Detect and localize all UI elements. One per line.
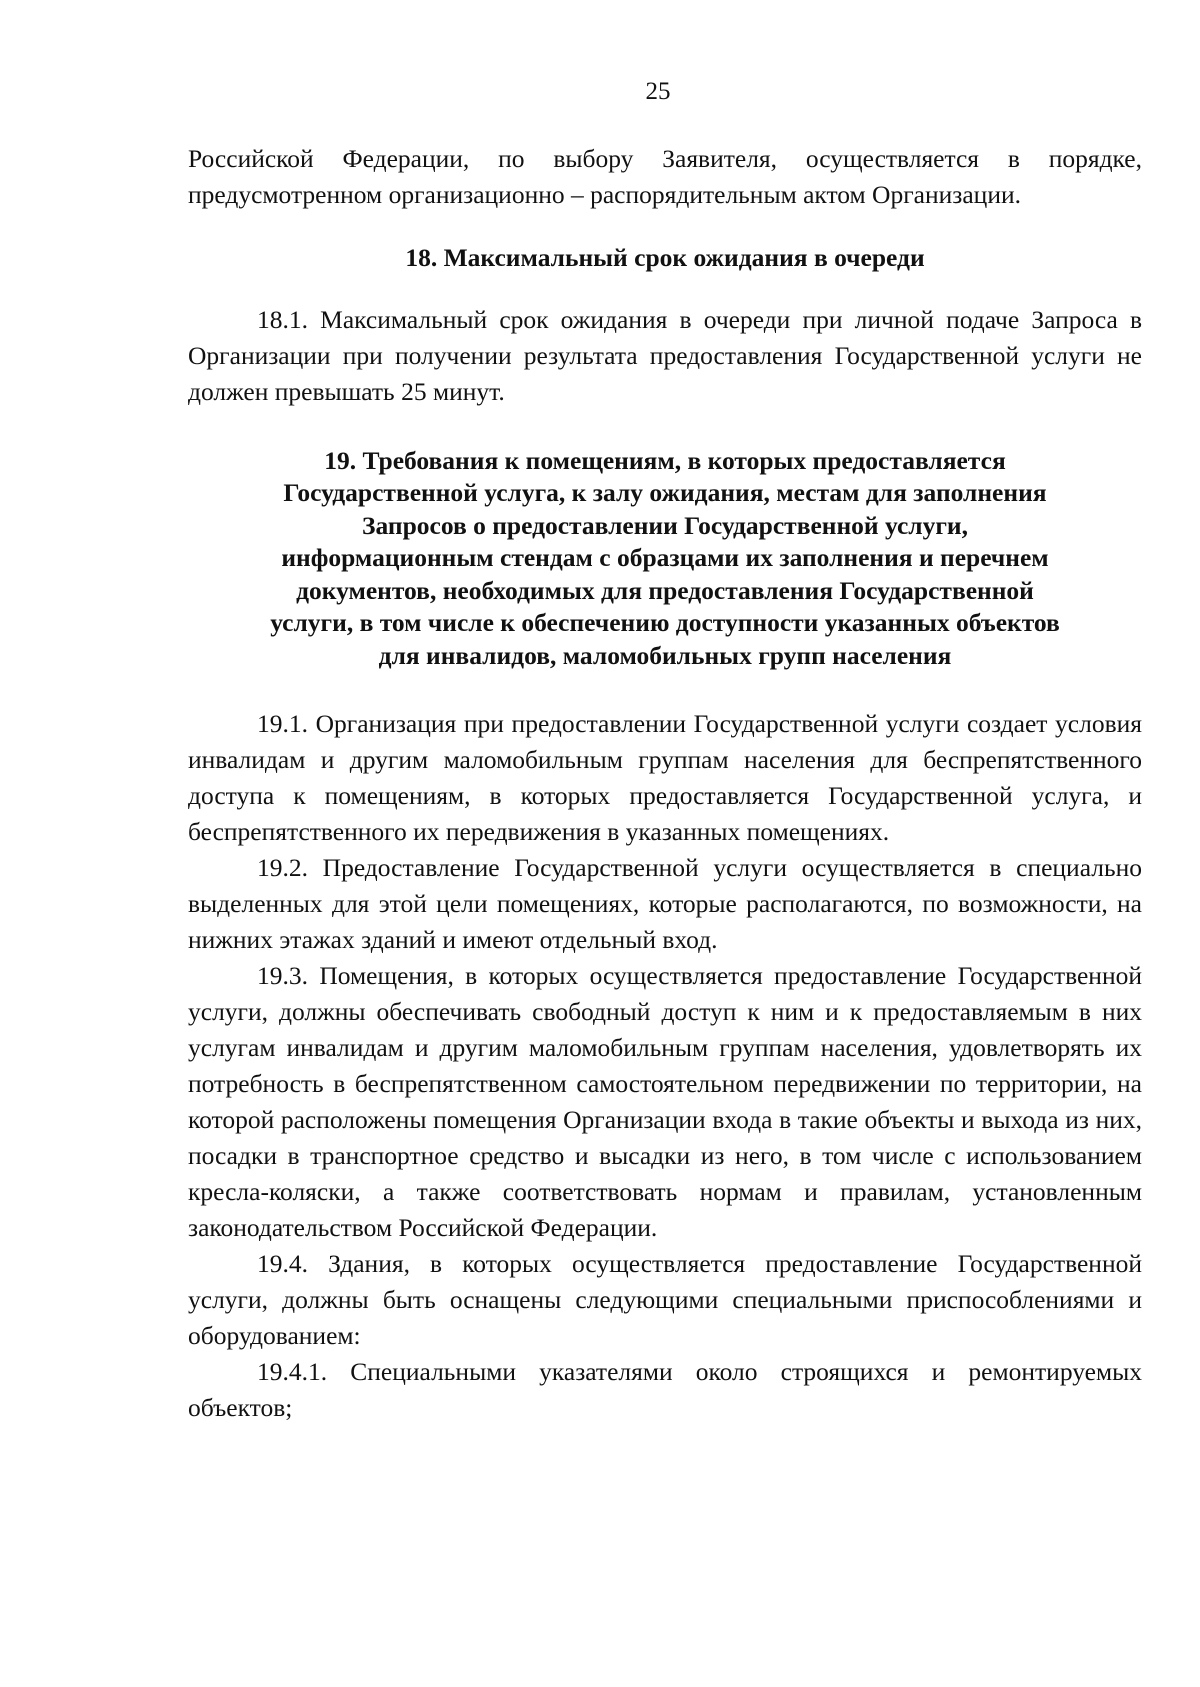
- heading-line: для инвалидов, маломобильных групп населения: [378, 640, 952, 670]
- paragraph-19-1: 19.1. Организация при предоставлении Государственной услуги создает условия инвалидам и другим маломобильным группам населения для беспрепятственного доступа к помещениям, в которых предоставляется Государственной услуга, и беспрепятственного их передвижения в указанных помещениях.: [188, 709, 1142, 846]
- section-18-heading: 18. Максимальный срок ожидания в очереди: [405, 243, 925, 272]
- document-body: [188, 141, 1142, 1426]
- heading-line: Государственной услуга, к залу ожидания, местам для заполнения: [283, 478, 1047, 507]
- intro-paragraph: Российской Федерации, по выбору Заявителя, осуществляется в порядке, предусмотренном организационно – распорядительным актом Организации.: [188, 144, 1142, 209]
- paragraph-18-1: 18.1. Максимальный срок ожидания в очереди при личной подаче Запроса в Организации при получении результата предоставления Государственной услуги не должен превышать 25 минут.: [188, 304, 1142, 406]
- paragraph-19-4: 19.4. Здания, в которых осуществляется предоставление Государственной услуги, должны быть оснащены следующими специальными приспособлениями и оборудованием:: [188, 1249, 1142, 1350]
- paragraph-19-2: 19.2. Предоставление Государственной услуги осуществляется в специально выделенных для этой цели помещениях, которые располагаются, по возможности, на нижних этажах зданий и имеют отдельный вход.: [188, 853, 1142, 954]
- paragraph-19-3: 19.3. Помещения, в которых осуществляется предоставление Государственной услуги, должны обеспечивать свободный доступ к ним и к предоставляемым в них услугам инвалидам и другим маломобильным группам населения, удовлетворять их потребность в беспрепятственном самостоятельном передвижении по территории, на которой расположены помещения Организации входа в такие объекты и выхода из них, посадки в транспортное средство и высадки из него, в том числе с использованием кресла-коляски, а также соответствовать нормам и правилам, установленным законодательством Российской Федерации.: [188, 961, 1142, 1242]
- heading-line: Запросов о предоставлении Государственной услуги,: [362, 510, 968, 540]
- page-number: 25: [645, 78, 671, 105]
- heading-line: услуги, в том числе к обеспечению доступности указанных объектов: [270, 608, 1060, 637]
- heading-line: информационным стендам с образцами их заполнения и перечнем: [281, 543, 1049, 572]
- heading-line: 19. Требования к помещениям, в которых предоставляется: [324, 445, 1006, 475]
- heading-line: документов, необходимых для предоставления Государственной: [296, 575, 1034, 605]
- section-19-heading: [188, 445, 1142, 673]
- paragraph-19-4-1: 19.4.1. Специальными указателями около строящихся и ремонтируемых объектов;: [188, 1357, 1142, 1422]
